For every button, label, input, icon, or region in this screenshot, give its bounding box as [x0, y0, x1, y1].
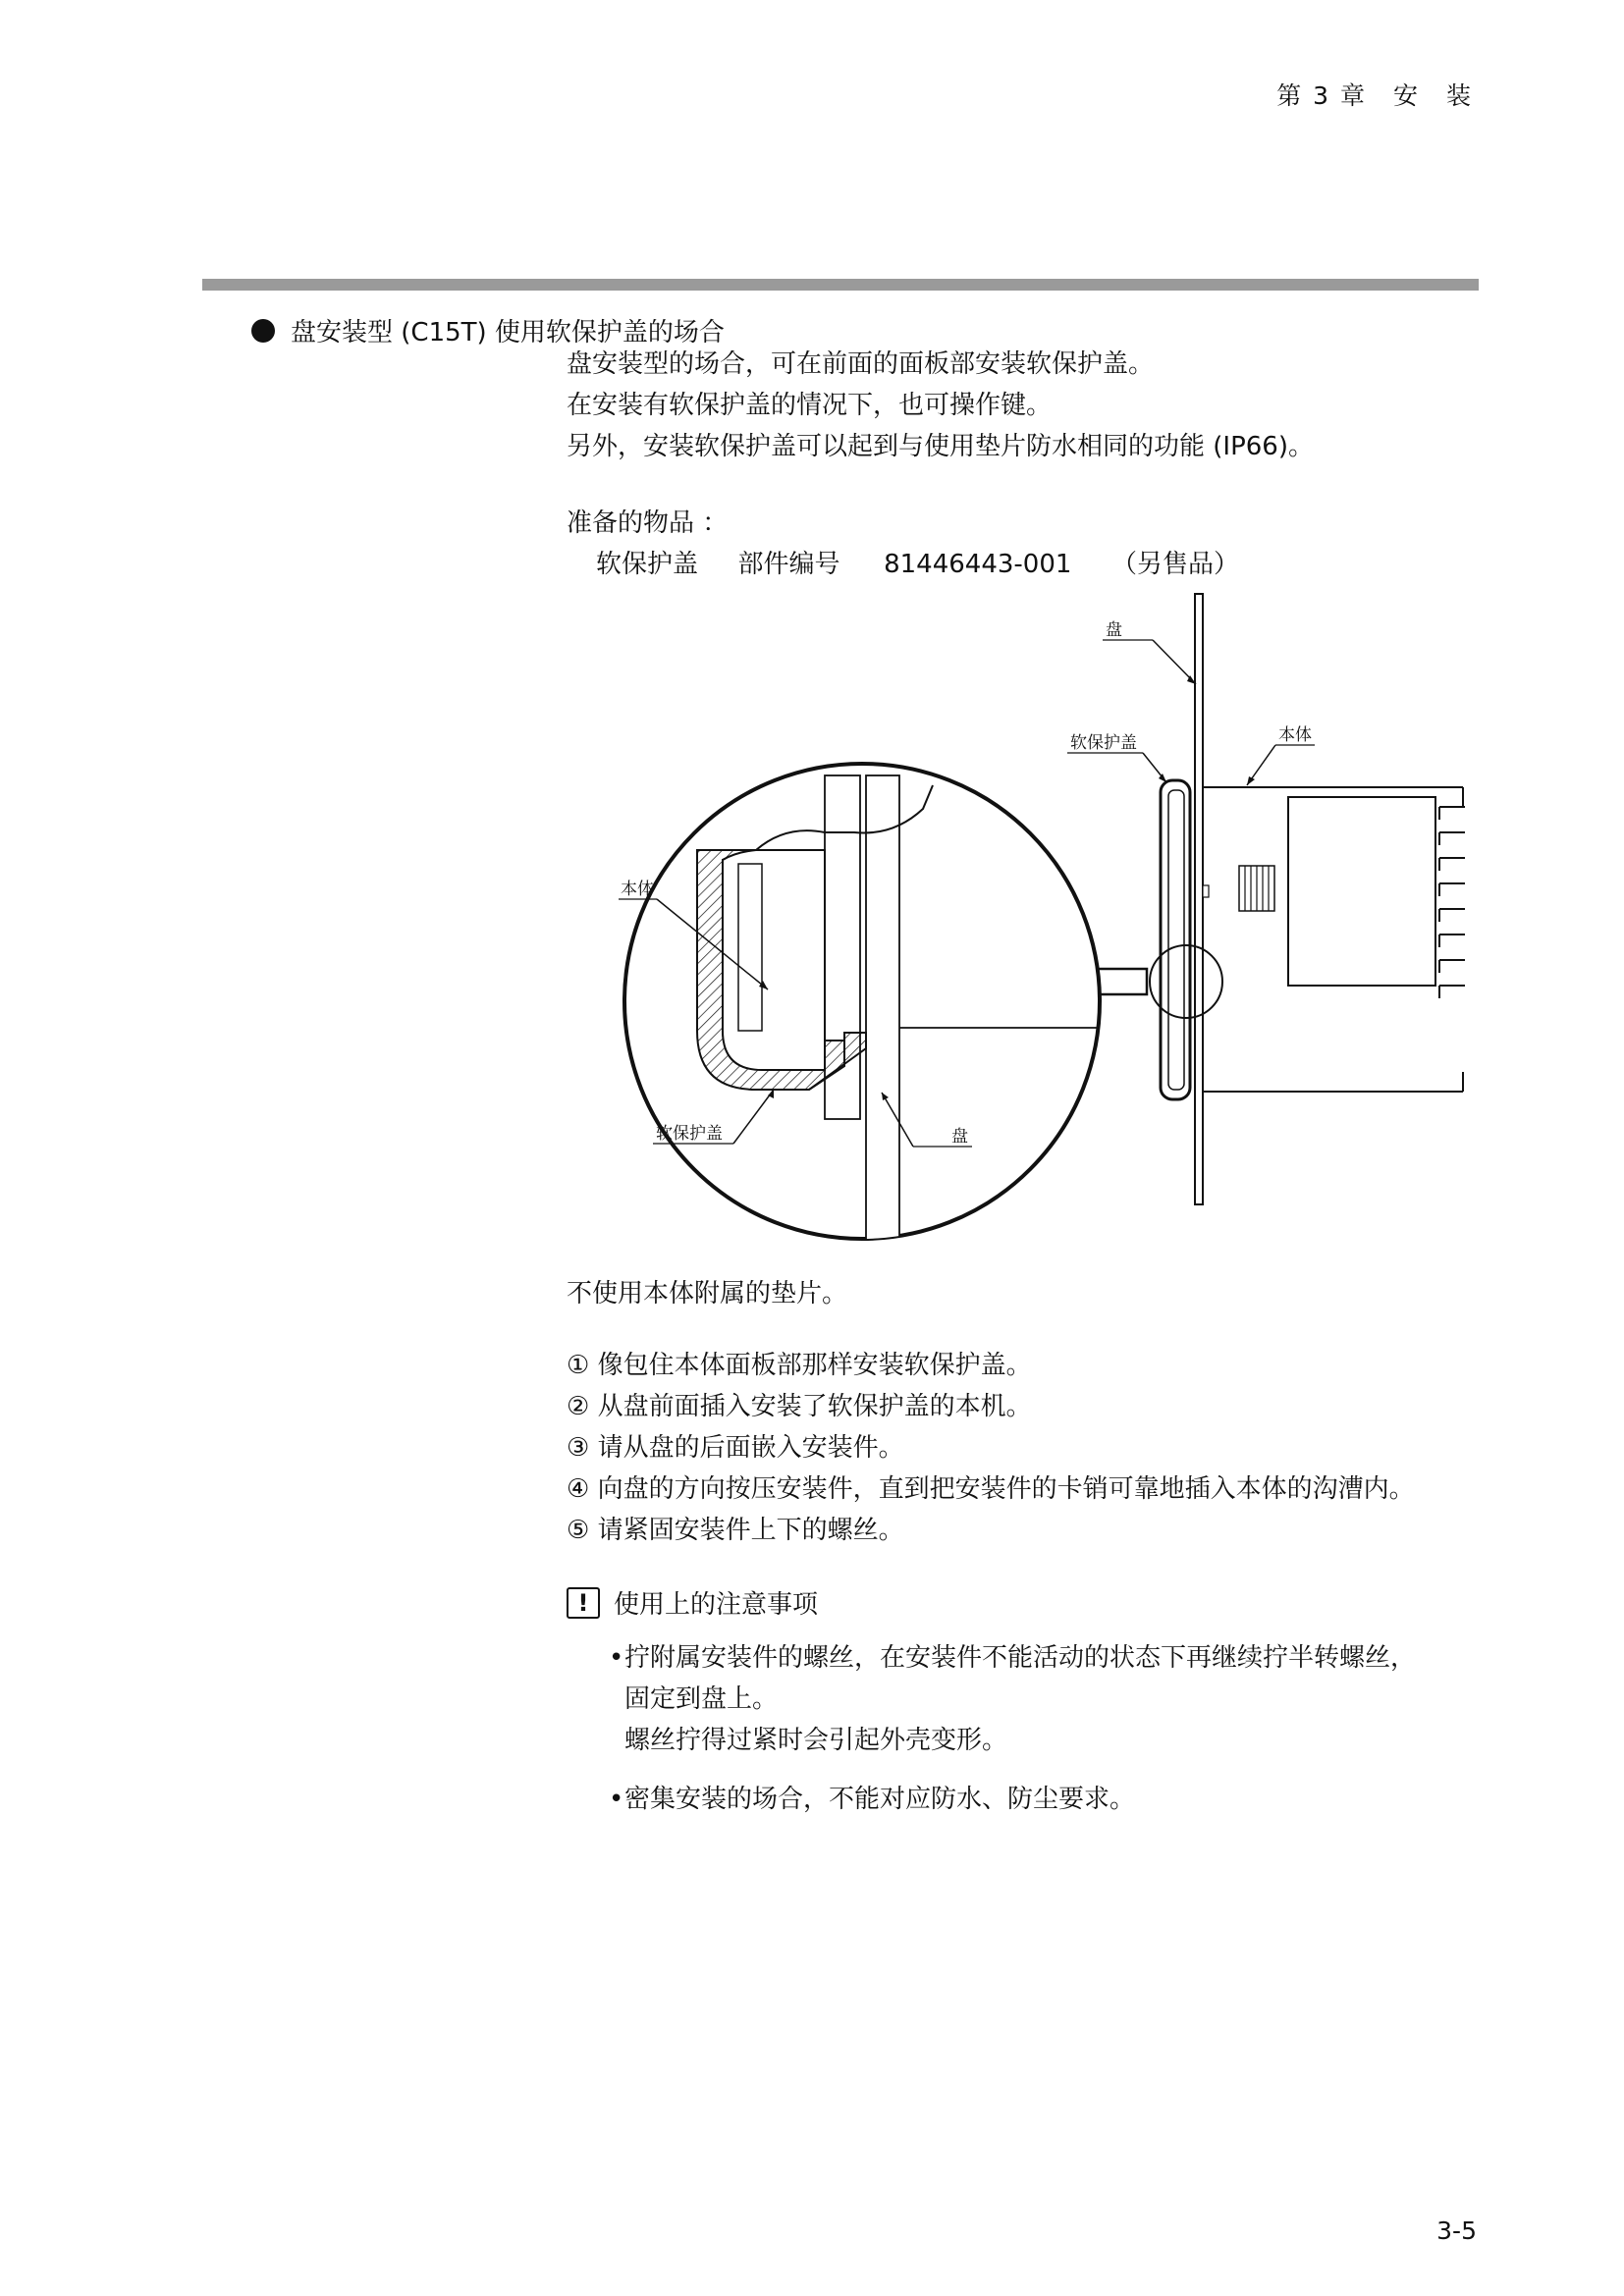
caution-icon: ! [567, 1587, 600, 1619]
gasket-note: 不使用本体附属的垫片。 [567, 1279, 848, 1308]
caution-item [624, 1779, 1416, 1820]
label-soft-cover: 软保护盖 [1070, 733, 1137, 753]
section-heading-text: 盘安装型 (C15T) 使用软保护盖的场合 [291, 318, 725, 347]
intro-line: 另外，安装软保护盖可以起到与使用垫片防水相同的功能 (IP66)。 [567, 432, 1314, 461]
soft-cover-shape [1161, 780, 1190, 1099]
zoom-circle [624, 764, 1100, 1239]
part-no: 81446443-001 [884, 550, 1072, 579]
bullet-icon [251, 319, 275, 343]
chapter-header: 第 3 章 安 装 [1276, 81, 1473, 110]
caution-list [624, 1637, 1416, 1838]
page-number: 3-5 [1436, 2216, 1477, 2245]
intro-paragraph [567, 344, 1314, 467]
caution-line: • 密集安装的场合，不能对应防水、防尘要求。 [624, 1785, 1136, 1814]
prep-section [567, 503, 1239, 585]
caution-item [624, 1637, 1416, 1761]
intro-line: 盘安装型的场合，可在前面的面板部安装软保护盖。 [567, 349, 1155, 379]
caution-line: • 拧附属安装件的螺丝，在安装件不能活动的状态下再继续拧半转螺丝， [624, 1643, 1417, 1673]
device-body [1203, 787, 1465, 1092]
zoom-label-body: 本体 [621, 880, 654, 899]
part-note: （另售品） [1110, 550, 1239, 579]
steps-list [567, 1345, 1415, 1551]
intro-line: 在安装有软保护盖的情况下，也可操作键。 [567, 391, 1053, 420]
step-item: ① 像包住本体面板部那样安装软保护盖。 [567, 1351, 1032, 1380]
label-panel: 盘 [1106, 620, 1122, 640]
label-body: 本体 [1278, 725, 1312, 745]
panel-plate [1195, 594, 1203, 1204]
caution-header [567, 1584, 818, 1621]
caution-title: 使用上的注意事项 [614, 1590, 819, 1620]
step-item: ③ 请从盘的后面嵌入安装件。 [567, 1433, 904, 1463]
prep-label: 准备的物品 ： [567, 508, 729, 538]
caution-line: 螺丝拧得过紧时会引起外壳变形。 [624, 1726, 1008, 1755]
step-item: ② 从盘前面插入安装了软保护盖的本机。 [567, 1392, 1032, 1421]
installation-diagram [560, 579, 1502, 1247]
step-item: ④ 向盘的方向按压安装件，直到把安装件的卡销可靠地插入本体的沟漕内。 [567, 1474, 1415, 1504]
part-no-label: 部件编号 [737, 550, 840, 579]
caution-line: 固定到盘上。 [624, 1684, 779, 1714]
part-name: 软保护盖 [596, 550, 699, 579]
zoom-label-soft-cover: 软保护盖 [656, 1124, 723, 1144]
step-item: ⑤ 请紧固安装件上下的螺丝。 [567, 1516, 904, 1545]
zoom-label-panel: 盘 [951, 1127, 968, 1147]
section-rule [202, 279, 1479, 291]
